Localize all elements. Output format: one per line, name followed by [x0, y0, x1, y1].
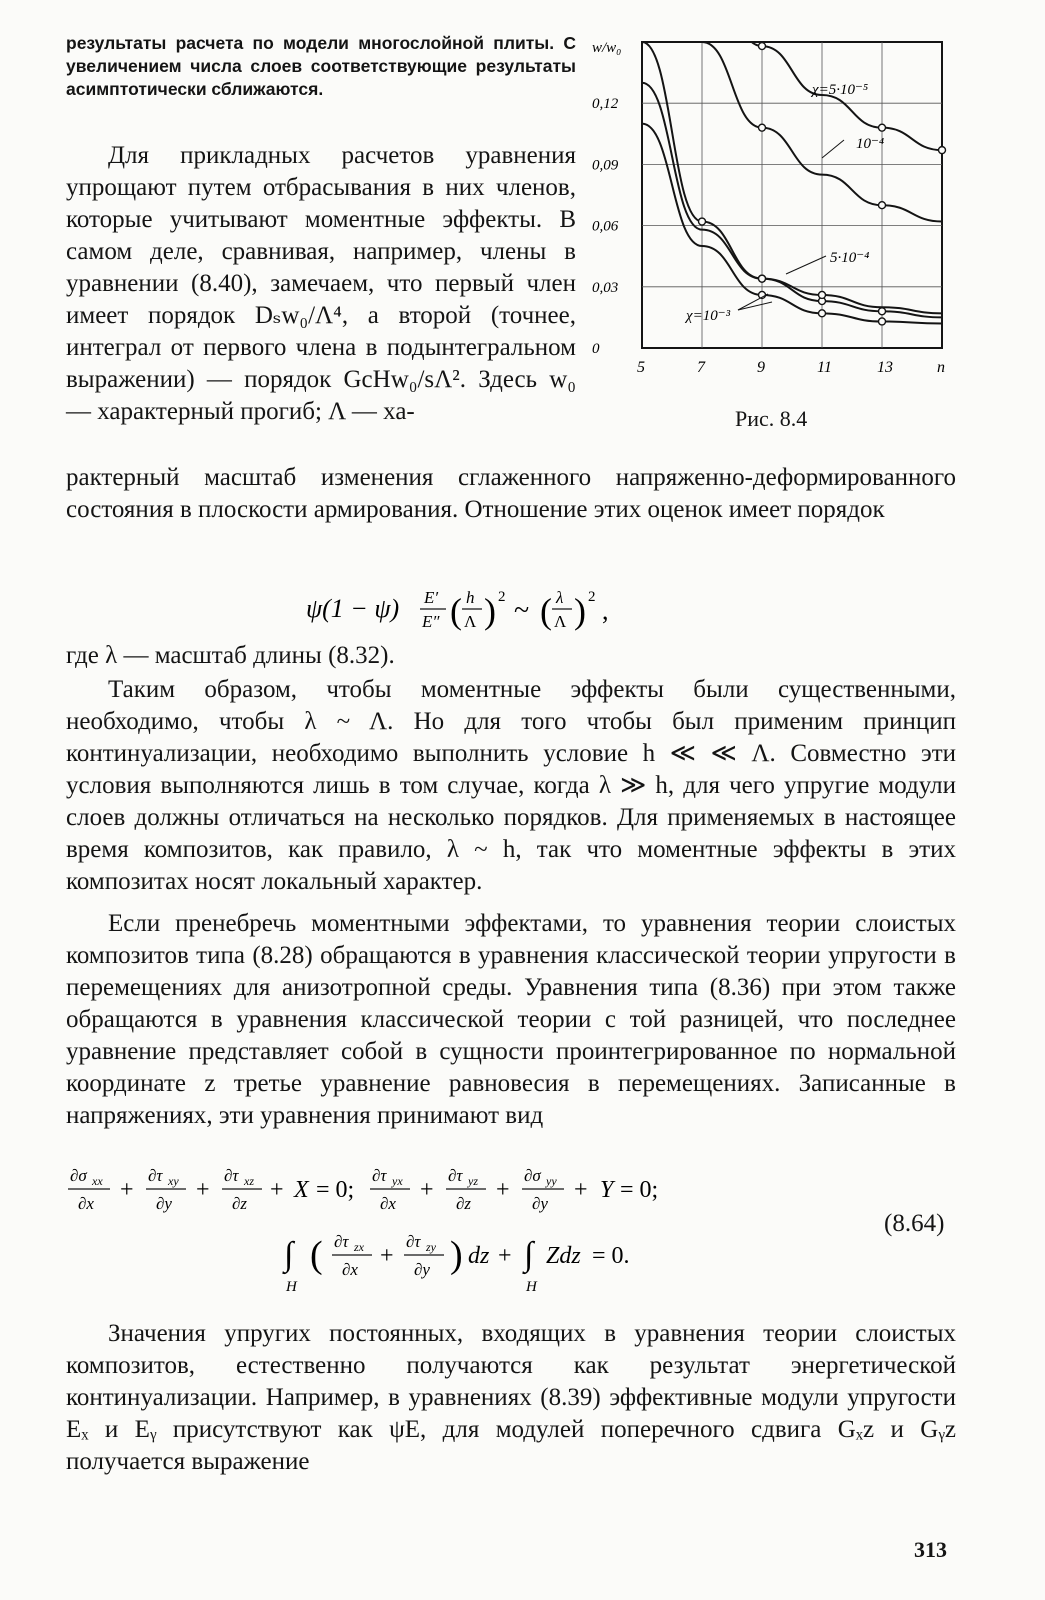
svg-text:+: +: [120, 1177, 134, 1203]
svg-text:λ: λ: [556, 588, 564, 607]
svg-text:∫: ∫: [284, 1236, 294, 1273]
data-point: [759, 124, 766, 131]
data-point: [879, 318, 886, 325]
x-tick-label: 5: [637, 359, 645, 376]
svg-text:∂τ: ∂τ: [406, 1232, 421, 1251]
svg-text:yx: yx: [392, 1174, 403, 1188]
svg-text:(: (: [540, 591, 552, 631]
svg-text:): ): [450, 1234, 463, 1276]
svg-text:∂τ: ∂τ: [372, 1166, 387, 1185]
chart-svg: [590, 30, 970, 430]
paragraph-5: Значения упругих постоянных, входящих в уравнения теории слоистых композитов, естественно получаются как результат энергетической континуализации. Например, в уравнениях (8.39) эффективные модули упругости Eₓ и Eᵧ присутствуют как ψE, для модулей поперечного сдвига Gₓz и Gᵧz получается выражение: [66, 1320, 956, 1475]
series-line-3: [642, 83, 942, 314]
data-point: [879, 202, 886, 209]
y-tick-label: 0,12: [592, 96, 619, 113]
data-point: [819, 310, 826, 317]
svg-text:(: (: [310, 1234, 323, 1276]
svg-text:∂τ: ∂τ: [334, 1232, 349, 1251]
svg-text:dz: dz: [468, 1243, 490, 1269]
svg-text:Y: Y: [600, 1177, 614, 1203]
svg-text:+: +: [196, 1177, 210, 1203]
y-tick-label: 0: [592, 341, 600, 357]
equation-8-64-svg: [66, 1165, 886, 1305]
svg-text:∂σ: ∂σ: [524, 1166, 541, 1185]
svg-text:∂z: ∂z: [456, 1194, 472, 1213]
svg-text:E′: E′: [424, 588, 439, 607]
svg-text:∂τ: ∂τ: [224, 1166, 239, 1185]
svg-text:∂τ: ∂τ: [148, 1166, 163, 1185]
svg-text:(: (: [450, 591, 462, 631]
svg-text:yz: yz: [468, 1174, 478, 1188]
paragraph-1-wide: рактерный масштаб изменения сглаженного напряженно-деформированного состояния в плоскости армирования. Отношение этих оценок имеет порядок: [66, 464, 956, 523]
svg-text:): ): [574, 591, 586, 631]
plot-frame: [642, 42, 942, 348]
equation-ratio: [300, 585, 720, 640]
svg-text:∂y: ∂y: [156, 1194, 172, 1213]
svg-text:+: +: [420, 1177, 434, 1203]
equation-number: (8.64): [884, 1210, 945, 1237]
svg-text:yy: yy: [546, 1174, 557, 1188]
y-tick-label: 0,09: [592, 157, 619, 174]
data-point: [759, 275, 766, 282]
svg-text:∂x: ∂x: [78, 1194, 94, 1213]
svg-text:∂y: ∂y: [532, 1194, 548, 1213]
leader-line: [822, 140, 844, 158]
svg-text:= 0;: = 0;: [620, 1177, 659, 1203]
x-tick-label: 7: [697, 359, 705, 376]
data-point: [879, 124, 886, 131]
leader-line: [738, 294, 768, 310]
data-point: [939, 147, 946, 154]
data-point: [759, 43, 766, 50]
svg-text:zy: zy: [426, 1240, 436, 1254]
curve-annotation: 5·10⁻⁴: [830, 250, 870, 266]
svg-text:ψ(1 − ψ): ψ(1 − ψ): [306, 594, 400, 623]
svg-text:xz: xz: [244, 1174, 254, 1188]
svg-text:xy: xy: [168, 1174, 179, 1188]
paragraph-2: где λ — масштаб длины (8.32).: [66, 642, 395, 669]
curve-annotation: 10⁻⁴: [856, 136, 885, 152]
svg-text:~: ~: [514, 595, 530, 626]
data-point: [819, 291, 826, 298]
paragraph-3: Таким образом, чтобы моментные эффекты были существенными, необходимо, чтобы λ ~ Λ. Но для того чтобы был применим принцип континуализации, необходимо выполнить условие h ≪ ≪ Λ. Совместно эти условия выполняются лишь в том случае, когда λ ≫ h, для чего упругие модули слоев должны отличаться на несколько порядков. Для применяемых в настоящее время композитов, как правило, λ ~ h, так что моментные эффекты в этих композитах носят локальный характер.: [66, 676, 956, 895]
series-line-2: [642, 42, 942, 317]
svg-text:∂z: ∂z: [232, 1194, 248, 1213]
svg-text:∂x: ∂x: [342, 1260, 358, 1279]
x-tick-label: 11: [817, 359, 832, 376]
y-axis-label: w/w₀: [592, 40, 622, 56]
svg-text:+: +: [498, 1243, 512, 1269]
page-number: 313: [914, 1537, 947, 1562]
paragraph-4: Если пренебречь моментными эффектами, то уравнения теории слоистых композитов типа (8.28) обращаются в уравнения классической теории упругости в перемещениях для анизотропной среды. Уравнения типа (8.36) при этом также обращаются в уравнения классической теории с той разницей, что последнее уравнение представляет собой в сущности проинтегрированное по нормальной координате z третье уравнение равновесия в перемещениях. Записанные в напряжениях, эти уравнения принимают вид: [66, 910, 956, 1129]
x-tick-label: 13: [877, 359, 893, 376]
svg-text:Λ: Λ: [554, 612, 567, 631]
svg-text:∂x: ∂x: [380, 1194, 396, 1213]
x-tick-label: n: [937, 359, 945, 376]
svg-text:∂τ: ∂τ: [448, 1166, 463, 1185]
svg-text:= 0.: = 0.: [592, 1243, 630, 1269]
svg-text:H: H: [526, 1279, 537, 1295]
leader-line: [786, 256, 826, 274]
series-line-0: [642, 30, 942, 150]
series-line-1: [642, 30, 942, 222]
svg-text:xx: xx: [92, 1174, 103, 1188]
svg-text:2: 2: [498, 589, 506, 605]
series-line-4: [642, 124, 942, 324]
data-point: [699, 218, 706, 225]
leader-line: [738, 302, 772, 310]
data-point: [879, 308, 886, 315]
svg-text:∂y: ∂y: [414, 1260, 430, 1279]
y-tick-label: 0,06: [592, 218, 619, 235]
svg-text:+: +: [270, 1177, 284, 1203]
svg-text:,: ,: [602, 596, 609, 625]
paragraph-1-narrow: Для прикладных расчетов уравнения упрощают путем отбрасывания в них членов, которые учитывают моментные эффекты. В самом деле, сравнивая, например, члены в уравнении (8.40), замечаем, что первый член имеет порядок Dₛw₀/Λ⁴, а второй (точнее, интеграл от первого члена в подынтегральном выражении) — порядок GcHw₀/sΛ². Здесь w₀ — характерный прогиб; Λ — ха-: [66, 142, 576, 425]
svg-text:): ): [484, 591, 496, 631]
figure-caption: Рис. 8.4: [735, 406, 808, 431]
svg-text:E″: E″: [422, 612, 440, 631]
svg-text:∫: ∫: [524, 1236, 534, 1273]
svg-text:+: +: [380, 1243, 394, 1269]
equation-8-64: [66, 1165, 956, 1305]
y-tick-label: 0,03: [592, 279, 619, 296]
svg-text:X: X: [294, 1177, 309, 1203]
svg-text:∂σ: ∂σ: [70, 1166, 87, 1185]
equation-ratio-svg: [300, 585, 720, 635]
svg-text:Zdz: Zdz: [546, 1243, 581, 1269]
svg-text:+: +: [496, 1177, 510, 1203]
figure-8-4: [590, 30, 970, 430]
svg-text:Λ: Λ: [464, 612, 477, 631]
svg-text:+: +: [574, 1177, 588, 1203]
svg-text:h: h: [466, 588, 475, 607]
x-tick-label: 9: [757, 359, 765, 376]
curve-annotation: χ=5·10⁻⁵: [812, 82, 869, 98]
svg-text:zx: zx: [354, 1240, 364, 1254]
svg-text:= 0;: = 0;: [316, 1177, 355, 1203]
svg-text:H: H: [286, 1279, 297, 1295]
svg-text:2: 2: [588, 589, 596, 605]
figure-side-caption: результаты расчета по модели многослойной плиты. С увеличением числа слоев соответствующие результаты асимптотически сближаются.: [66, 33, 576, 99]
curve-annotation: χ=10⁻³: [686, 308, 731, 324]
